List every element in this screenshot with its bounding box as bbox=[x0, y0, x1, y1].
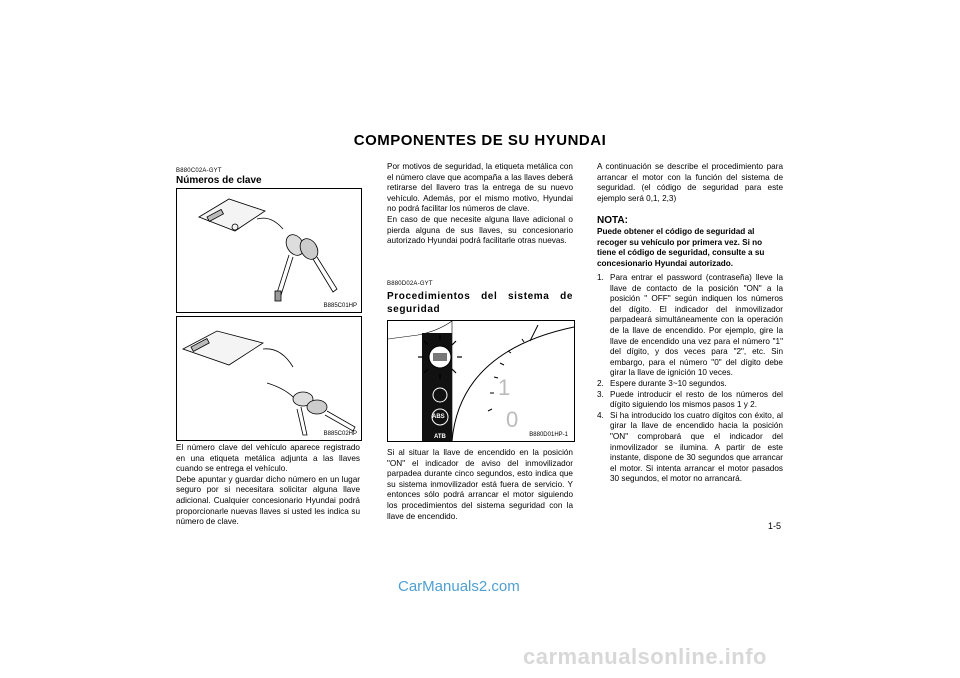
list-item bbox=[597, 379, 783, 390]
steps-list bbox=[597, 273, 783, 485]
section-heading: Procedimientos del sistema de seguridad bbox=[387, 291, 573, 315]
figure-label: B885C01HP bbox=[323, 303, 357, 309]
step-number: 2. bbox=[597, 378, 604, 388]
gauge-digit: 1 bbox=[498, 375, 511, 400]
list-item bbox=[597, 411, 783, 485]
body-paragraph: Por motivos de seguridad, la etiqueta metálica con el número clave que acompaña a las llaves deberá retirarse del llavero tras la entrega de su nuevo vehículo. Además, por el mismo motivo, Hyundai no podrá facilitar los números de clave. En caso de que necesite alguna llave adicional o pierda alguna de sus llaves, su concesionario autorizado Hyundai podrá facilitarle otras nuevas. bbox=[387, 162, 573, 246]
step-number: 4. bbox=[597, 410, 604, 420]
keys-figure bbox=[176, 188, 362, 313]
immobilizer-figure bbox=[387, 320, 575, 442]
key-tag-figure bbox=[176, 316, 362, 441]
body-paragraph: Si al situar la llave de encendido en la posición "ON" el indicador de aviso del inmovilizador parpadea durante cinco segundos, esto indica que su sistema inmovilizador está fuera de servicio. Y entonces sólo podrá arrancar el motor siguiendo los procedimientos del sistema seguridad con la llave de encendido. bbox=[387, 448, 573, 521]
section-heading: Números de clave bbox=[176, 175, 262, 186]
list-item bbox=[597, 390, 783, 411]
body-paragraph: A continuación se describe el procedimiento para arrancar el motor con la función del sistema de seguridad. (el código de seguridad para este ejemplo será 0,1, 2,3) bbox=[597, 162, 783, 203]
watermark-link[interactable]: CarManuals2.com bbox=[398, 578, 520, 595]
abs-icon: ABS bbox=[432, 414, 445, 420]
figure-label: B880D01HP-1 bbox=[529, 432, 568, 438]
note-text: Puede obtener el código de seguridad al recoger su vehículo por primera vez. Si no tiene el código de seguridad, consulte a su concesionario Hyundai autorizado. bbox=[597, 227, 765, 268]
section-code: B880D02A-GYT bbox=[387, 281, 433, 287]
dashboard-illustration bbox=[388, 321, 574, 441]
keys-illustration bbox=[177, 189, 361, 312]
section-code: B880C02A-GYT bbox=[176, 168, 222, 174]
step-text: Puede introducir el resto de los números del dígito siguiendo los mismos pasos 1 y 2. bbox=[610, 389, 783, 410]
step-number: 3. bbox=[597, 389, 604, 399]
gauge-digit: 0 bbox=[506, 407, 519, 432]
page-header: COMPONENTES DE SU HYUNDAI bbox=[353, 132, 607, 149]
step-text: Espere durante 3~10 segundos. bbox=[610, 378, 727, 388]
step-text: Si ha introducido los cuatro dígitos con éxito, al girar la llave de encendido hacia la posición "ON" comprobará que el indicador del inmovilizador se ilumina. A partir de este instante, dispone de 30 segundos que arrancar el motor. Si intenta arrancar el motor pasados 30 segundos, el motor no arrancará. bbox=[610, 410, 783, 484]
page-number: 1-5 bbox=[768, 521, 782, 531]
list-item bbox=[597, 273, 783, 379]
figure-label: B885C02HP bbox=[323, 431, 357, 437]
step-number: 1. bbox=[597, 273, 604, 282]
note-title: NOTA: bbox=[597, 215, 628, 226]
step-text: Para entrar el password (contraseña) lleve la llave de contacto de la posición "ON" a la posición " OFF" según indiquen los números del dígito. El indicador del inmovilizador parpadeará simultáneamente con la operación de la llave de encendido. Por ejemplo, gire la llave de encendido una vez para el número "1" del dígito, y dos veces para "2", etc. Sin embargo, para el número "0" del dígito debe girar la llave de ignición 10 veces. bbox=[610, 273, 783, 378]
atb-icon: ATB bbox=[434, 434, 446, 440]
key-tag-illustration bbox=[177, 317, 361, 440]
body-paragraph: El número clave del vehículo aparece registrado en una etiqueta metálica adjunta a las llaves cuando se entrega el vehículo. Debe apuntar y guardar dicho número en un lugar seguro por si necesitara solicitar alguna llave adicional. Cualquier concesionario Hyundai podrá proporcionarle nuevas llaves si usted les indica su número de clave. bbox=[176, 443, 360, 527]
watermark-text: carmanualsonline.info bbox=[523, 644, 767, 669]
